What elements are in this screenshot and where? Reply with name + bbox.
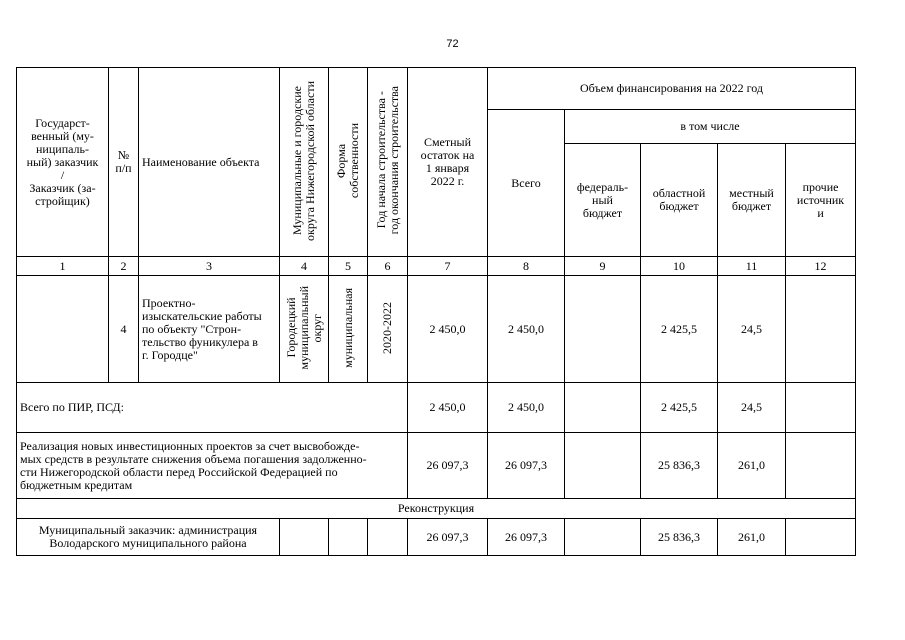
header-total: Всего [488, 110, 565, 257]
column-number: 8 [488, 257, 565, 276]
customer-regional: 25 836,3 [641, 519, 718, 556]
column-number: 7 [408, 257, 488, 276]
column-number: 5 [329, 257, 368, 276]
header-years: Год начала строительства - год окончания строительства [373, 86, 401, 235]
empty-cell [280, 519, 329, 556]
table-row [17, 383, 856, 433]
column-number: 9 [565, 257, 641, 276]
header-customer: Государст- венный (му- ниципаль- ный) заказчик / Заказчик (за- стройщик) [17, 68, 109, 257]
header-including: в том числе [565, 110, 856, 144]
object-ownership-cell [329, 276, 368, 383]
customer-total: 26 097,3 [488, 519, 565, 556]
header-other: прочие источник и [786, 144, 856, 257]
object-municipality-cell [280, 276, 329, 383]
customer-remaining: 26 097,3 [408, 519, 488, 556]
header-remaining: Сметный остаток на 1 января 2022 г. [408, 68, 488, 257]
header-ownership: Форма собственности [334, 122, 361, 199]
page-number: 72 [446, 38, 459, 50]
header-municipality-cell [280, 68, 329, 257]
object-ownership: муниципальная [340, 287, 355, 368]
column-number: 11 [718, 257, 786, 276]
subtotal-pir-total: 2 450,0 [488, 383, 565, 433]
header-object-name: Наименование объекта [139, 68, 280, 257]
object-other [786, 276, 856, 383]
header-federal: федераль- ный бюджет [565, 144, 641, 257]
object-customer [17, 276, 109, 383]
table-row [17, 276, 856, 383]
object-years: 2020-2022 [380, 301, 394, 354]
new-projects-label: Реализация новых инвестиционных проектов за счет высвобожде- мых средств в результате снижения объема погашения задолженно- сти Нижегородской области перед Российской Федерацией по бюджетным кредитам [17, 433, 408, 499]
new-projects-regional: 25 836,3 [641, 433, 718, 499]
subtotal-pir-regional: 2 425,5 [641, 383, 718, 433]
object-total: 2 450,0 [488, 276, 565, 383]
object-remaining: 2 450,0 [408, 276, 488, 383]
column-number: 10 [641, 257, 718, 276]
municipal-customer-label: Муниципальный заказчик: администрация Володарского муниципального района [17, 519, 280, 556]
object-federal [565, 276, 641, 383]
section-row [17, 499, 856, 519]
column-number: 1 [17, 257, 109, 276]
header-num: № п/п [109, 68, 139, 257]
financing-table [16, 67, 856, 556]
object-name: Проектно- изыскательские работы по объекту "Строн- тельство фуникулера в г. Городце" [139, 276, 280, 383]
header-municipality: Муниципальные и городские округа Нижегородской области [290, 80, 317, 241]
new-projects-other [786, 433, 856, 499]
new-projects-local: 261,0 [718, 433, 786, 499]
new-projects-federal [565, 433, 641, 499]
header-financing: Объем финансирования на 2022 год [488, 68, 856, 110]
customer-local: 261,0 [718, 519, 786, 556]
header-ownership-cell [329, 68, 368, 257]
object-years-cell [368, 276, 408, 383]
subtotal-pir-other [786, 383, 856, 433]
object-num: 4 [109, 276, 139, 383]
subtotal-pir-federal [565, 383, 641, 433]
header-years-cell [368, 68, 408, 257]
column-numbers-row [17, 257, 856, 276]
header-local: местный бюджет [718, 144, 786, 257]
column-number: 3 [139, 257, 280, 276]
subtotal-pir-label: Всего по ПИР, ПСД: [17, 383, 408, 433]
customer-other [786, 519, 856, 556]
new-projects-remaining: 26 097,3 [408, 433, 488, 499]
table-row [17, 433, 856, 499]
header-regional: областной бюджет [641, 144, 718, 257]
object-regional: 2 425,5 [641, 276, 718, 383]
customer-federal [565, 519, 641, 556]
table-row [17, 519, 856, 556]
empty-cell [329, 519, 368, 556]
column-number: 6 [368, 257, 408, 276]
object-local: 24,5 [718, 276, 786, 383]
column-number: 12 [786, 257, 856, 276]
object-municipality: Городецкий муниципальный округ [283, 285, 324, 370]
subtotal-pir-local: 24,5 [718, 383, 786, 433]
column-number: 4 [280, 257, 329, 276]
empty-cell [368, 519, 408, 556]
column-number: 2 [109, 257, 139, 276]
subtotal-pir-remaining: 2 450,0 [408, 383, 488, 433]
new-projects-total: 26 097,3 [488, 433, 565, 499]
section-title: Реконструкция [17, 499, 856, 519]
